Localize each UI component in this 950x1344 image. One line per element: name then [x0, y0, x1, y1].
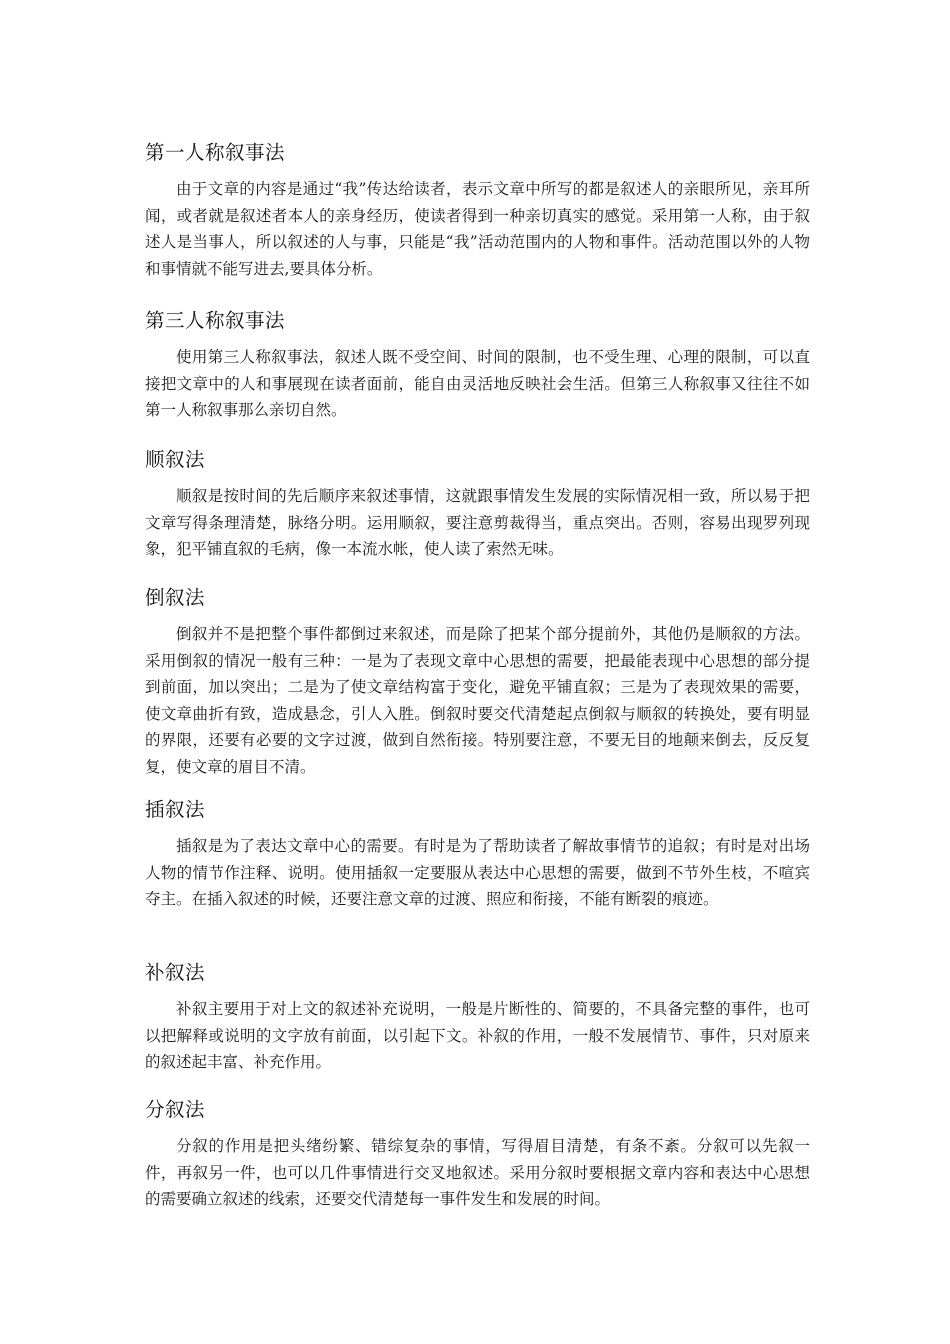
section-parallel	[145, 1095, 810, 1215]
section-body: 插叙是为了表达文章中心的需要。有时是为了帮助读者了解故事情节的追叙；有时是对出场人物的情节作注释、说明。使用插叙一定要服从表达中心思想的需要，做到不节外生枝，不喧宾夺主。在插入叙述的时候，还要注意文章的过渡、照应和衔接，不能有断裂的痕迹。	[145, 837, 810, 908]
section-supplementary	[145, 958, 810, 1095]
section-flashback	[145, 583, 810, 795]
section-body: 使用第三人称叙事法，叙述人既不受空间、时间的限制，也不受生理、心理的限制，可以直接把文章中的人和事展现在读者面前，能自由灵活地反映社会生活。但第三人称叙事又往往不如第一人称叙事那么亲切自然。	[145, 348, 810, 419]
section-body: 倒叙并不是把整个事件都倒过来叙述，而是除了把某个部分提前外，其他仍是顺叙的方法。采用倒叙的情况一般有三种：一是为了表现文章中心思想的需要，把最能表现中心思想的部分提到前面，加以突出；二是为了使文章结构富于变化，避免平铺直叙；三是为了表现效果的需要，使文章曲折有致，造成悬念，引人入胜。倒叙时要交代清楚起点倒叙与顺叙的转换处，要有明显的界限，还要有必要的文字过渡，做到自然衔接。特别要注意，不要无目的地颠来倒去，反反复复，使文章的眉目不清。	[145, 625, 810, 776]
section-interpolation	[145, 795, 810, 958]
section-title: 顺叙法	[145, 448, 206, 471]
section-chronological	[145, 445, 810, 583]
section-body: 顺叙是按时间的先后顺序来叙述事情，这就跟事情发生发展的实际情况相一致，所以易于把文章写得条理清楚，脉络分明。运用顺叙，要注意剪裁得当，重点突出。否则，容易出现罗列现象，犯平铺直叙的毛病，像一本流水帐，使人读了索然无味。	[145, 487, 810, 558]
section-title: 第三人称叙事法	[145, 309, 286, 332]
section-body: 补叙主要用于对上文的叙述补充说明，一般是片断性的、简要的，不具备完整的事件，也可以把解释或说明的文字放有前面，以引起下文。补叙的作用，一般不发展情节、事件，只对原来的叙述起丰富、补充作用。	[145, 1000, 810, 1071]
section-first-person	[145, 138, 810, 306]
section-title: 第一人称叙事法	[145, 141, 286, 164]
section-body: 分叙的作用是把头绪纷繁、错综复杂的事情，写得眉目清楚，有条不紊。分叙可以先叙一件，再叙另一件，也可以几件事情进行交叉地叙述。采用分叙时要根据文章内容和表达中心思想的需要确立叙述的线索，还要交代清楚每一事件发生和发展的时间。	[145, 1137, 810, 1208]
section-title: 补叙法	[145, 961, 206, 984]
section-third-person	[145, 306, 810, 445]
document-page	[145, 138, 810, 1215]
section-title: 分叙法	[145, 1098, 206, 1121]
section-title: 倒叙法	[145, 586, 206, 609]
section-title: 插叙法	[145, 798, 206, 821]
section-body: 由于文章的内容是通过“我”传达给读者，表示文章中所写的都是叙述人的亲眼所见，亲耳所闻，或者就是叙述者本人的亲身经历，使读者得到一种亲切真实的感觉。采用第一人称，由于叙述人是当事人，所以叙述的人与事，只能是“我”活动范围内的人物和事件。活动范围以外的人物和事情就不能写进去,要具体分析。	[145, 180, 810, 278]
